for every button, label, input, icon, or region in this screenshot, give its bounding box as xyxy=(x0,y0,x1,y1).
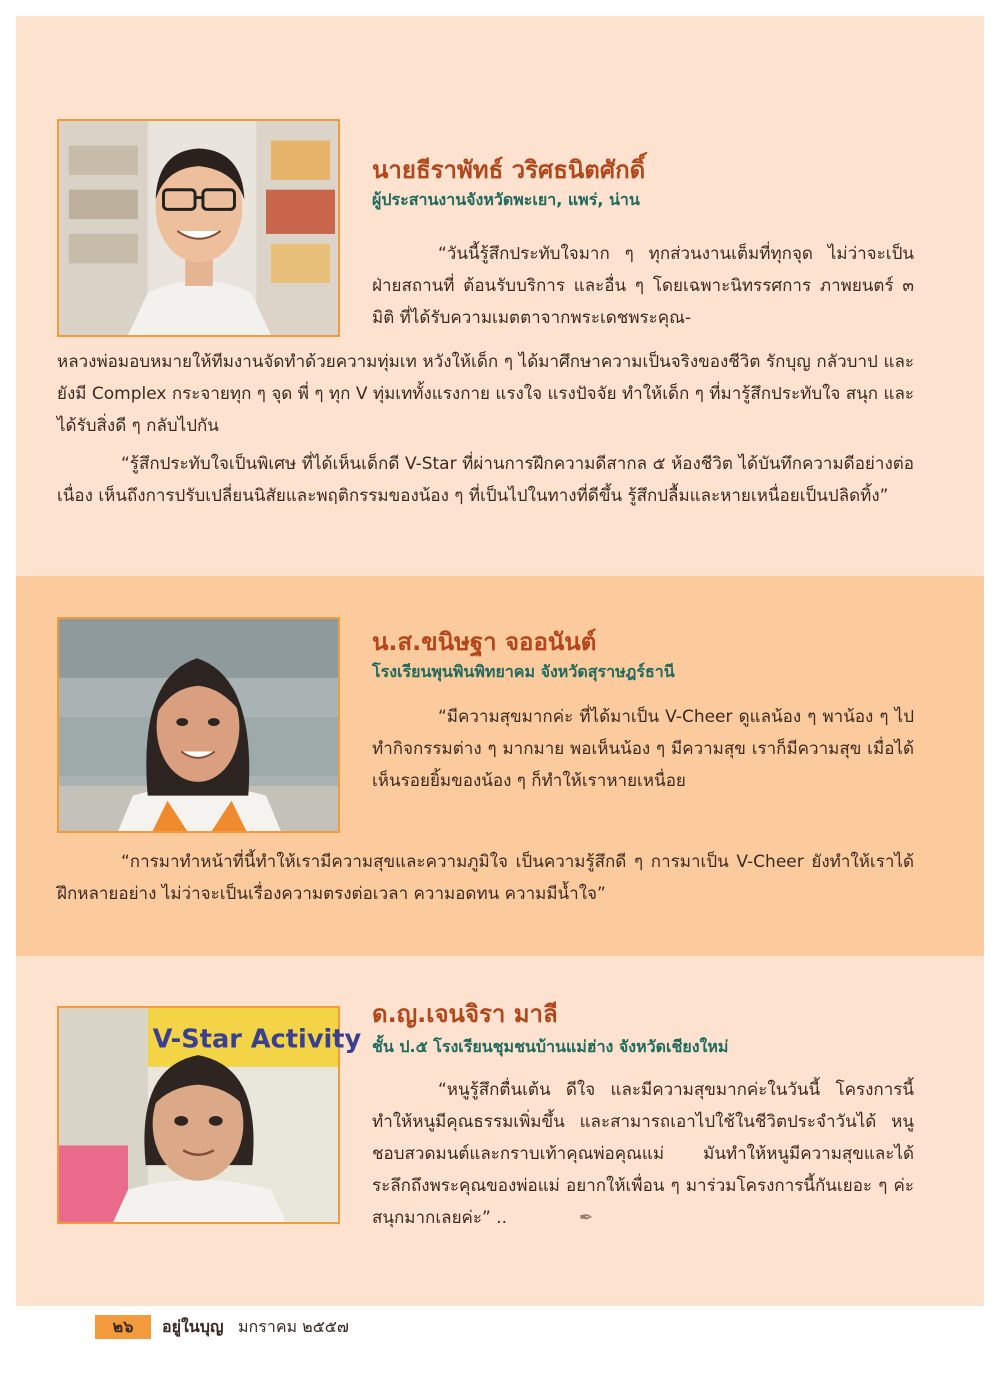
profile-1-role: ผู้ประสานงานจังหวัดพะเยา, แพร่, น่าน xyxy=(372,190,640,209)
profile-2-quote-part-2: “การมาทำหน้าที่นี้ทำให้เรามีความสุขและความภูมิใจ เป็นความรู้สึกดี ๆ การมาเป็น V-Cheer ยังทำให้เราได้ฝึกหลายอย่าง ไม่ว่าจะเป็นเรื่องความตรงต่อเวลา ความอดทน ความมีน้ำใจ” xyxy=(57,852,914,904)
photo-sign-text: V-Star Activity xyxy=(152,1024,362,1055)
profile-3-role: ชั้น ป.๕ โรงเรียนชุมชนบ้านแม่ฮ่าง จังหวัดเชียงใหม่ xyxy=(372,1037,729,1056)
quill-end-icon: ✒ xyxy=(579,1208,594,1228)
girl-portrait-photo xyxy=(57,617,340,833)
profile-1-quote-part-1: “วันนี้รู้สึกประทับใจมาก ๆ ทุกส่วนงานเต็มที่ทุกจุด ไม่ว่าจะเป็นฝ่ายสถานที่ ต้อนรับบริการ และอื่น ๆ โดยเฉพาะนิทรรศการ ภาพยนตร์ ๓ มิติ ที่ได้รับความเมตตาจากพระเดชพระคุณ- xyxy=(372,244,914,328)
child-portrait-photo xyxy=(57,1006,362,1224)
profile-2-name: น.ส.ขนิษฐา จออนันต์ xyxy=(372,628,597,656)
man-portrait-photo xyxy=(57,119,340,337)
profile-2-quote-part-1: “มีความสุขมากค่ะ ที่ได้มาเป็น V-Cheer ดูแลน้อง ๆ พาน้อง ๆ ไปทำกิจกรรมต่าง ๆ มากมาย พอเห็นน้อง ๆ มีความสุข เราก็มีความสุข เมื่อได้เห็นรอยยิ้มของน้อง ๆ ก็ทำให้เราหายเหนื่อย xyxy=(372,707,914,791)
profile-3-quote xyxy=(372,1074,914,1234)
issue-date: มกราคม ๒๕๕๗ xyxy=(238,1317,349,1336)
profile-3-name: ด.ญ.เจนจิรา มาลี xyxy=(372,1000,558,1028)
profile-1-name: นายธีราพัทธ์ วริศธนิตศักดิ์ xyxy=(372,156,646,184)
profile-3-quote-text: “หนูรู้สึกตื่นเต้น ดีใจ และมีความสุขมากค่ะในวันนี้ โครงการนี้ทำให้หนูมีคุณธรรมเพิ่มขึ้น และสามารถเอาไปใช้ในชีวิตประจำวันได้ หนูชอบสวดมนต์และกราบเท้าคุณพ่อคุณแม่ มันทำให้หนูมีความสุขและได้ระลึกถึงพระคุณของพ่อแม่ อยากให้เพื่อน ๆ มาร่วมโครงการนี้กันเยอะ ๆ ค่ะ สนุกมากเลยค่ะ” .. xyxy=(372,1080,914,1228)
page-number: ๒๖ xyxy=(95,1315,151,1339)
magazine-title: อยู่ในบุญ xyxy=(162,1317,224,1336)
profile-1-quote-part-2: หลวงพ่อมอบหมายให้ทีมงานจัดทำด้วยความทุ่มเท หวังให้เด็ก ๆ ได้มาศึกษาความเป็นจริงของชีวิต รักบุญ กลัวบาป และยังมี Complex กระจายทุก ๆ จุด พี่ ๆ ทุก V ทุ่มเททั้งแรงกาย แรงใจ แรงปัจจัย ทำให้เด็ก ๆ ที่มารู้สึกประทับใจ สนุก และได้รับสิ่งดี ๆ กลับไปกัน xyxy=(57,352,914,436)
profile-2-role: โรงเรียนพุนพินพิทยาคม จังหวัดสุราษฎร์ธานี xyxy=(372,662,675,681)
profile-1-quote-part-3: “รู้สึกประทับใจเป็นพิเศษ ที่ได้เห็นเด็กดี V-Star ที่ผ่านการฝึกความดีสากล ๕ ห้องชีวิต ได้บันทึกความดีอย่างต่อเนื่อง เห็นถึงการปรับเปลี่ยนนิสัยและพฤติกรรมของน้อง ๆ ที่เป็นไปในทางที่ดีขึ้น รู้สึกปลื้มและหายเหนื่อยเป็นปลิดทิ้ง” xyxy=(57,454,914,506)
